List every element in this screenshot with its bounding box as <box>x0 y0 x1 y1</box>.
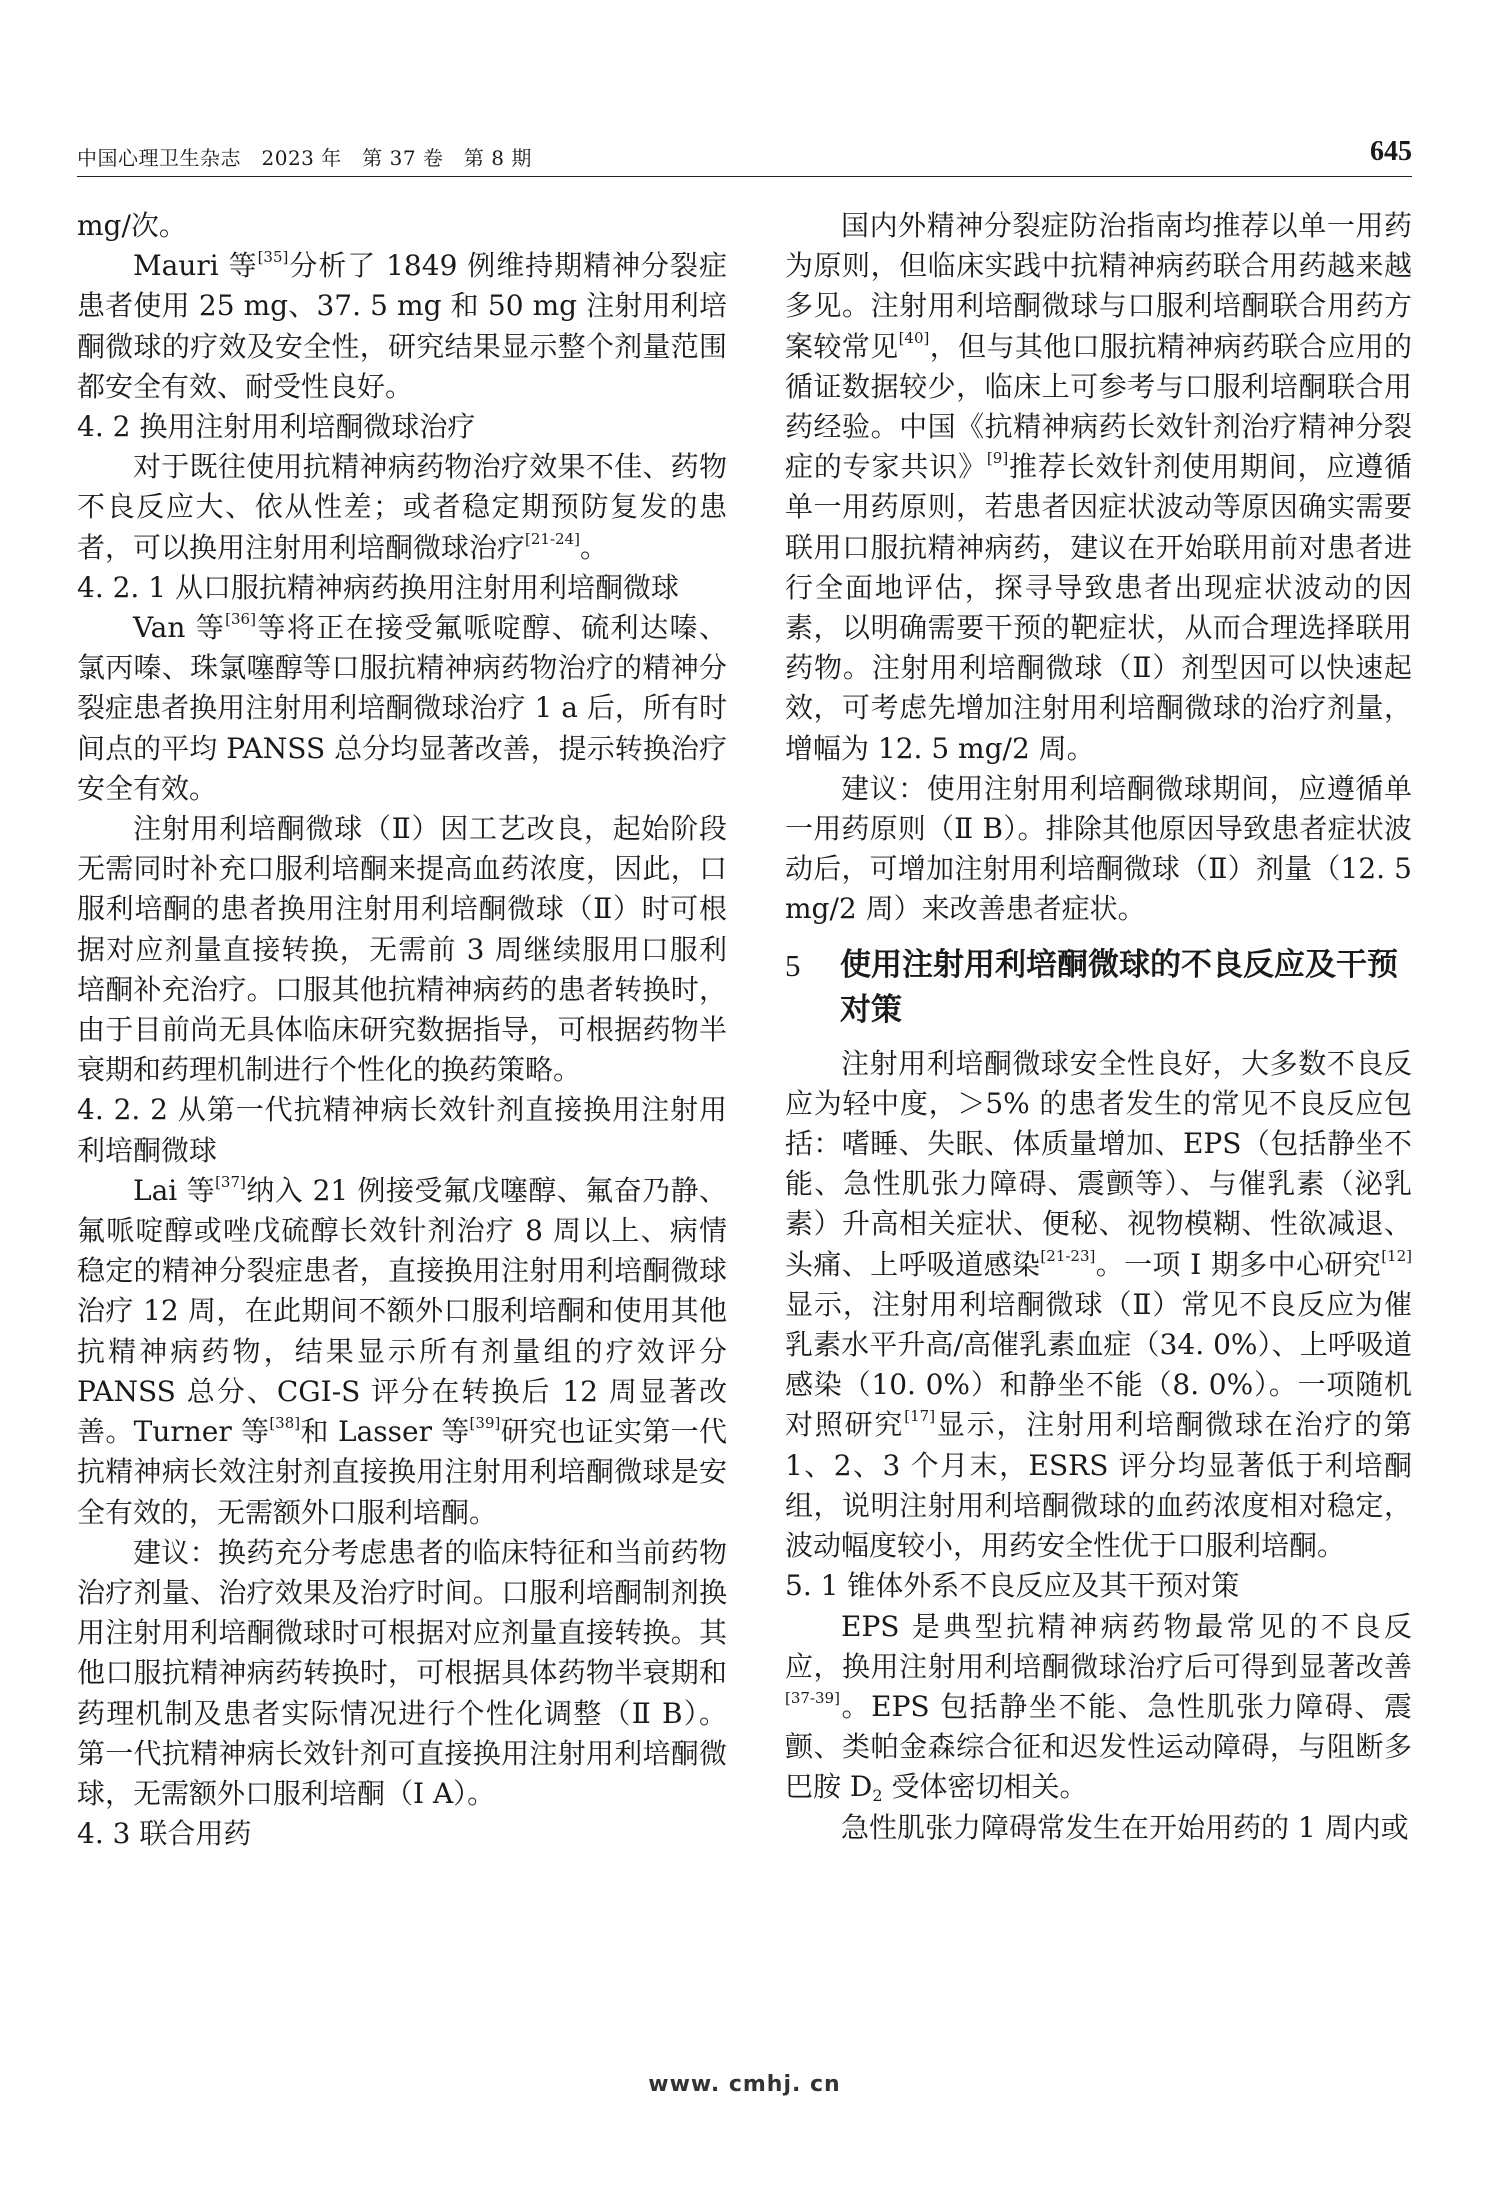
citation: [37] <box>215 1172 246 1191</box>
section-heading-5-1: 5. 1 锥体外系不良反应及其干预对策 <box>785 1569 1240 1603</box>
paragraph: EPS 是典型抗精神病药物最常见的不良反应，换用注射用利培酮微球治疗后可得到显著改善[37-39]。EPS 包括静坐不能、急性肌张力障碍、震颤、类帕金森综合征和迟发性运动障碍，与阻断多巴胺 $D_2$ 受体密切相关。 <box>785 1609 1412 1806</box>
paragraph: Mauri 等[35]分析了 1849 例维持期精神分裂症患者使用 25 mg、37. 5 mg 和 50 mg 注射用利培酮微球的疗效及安全性，研究结果显示整个剂量范围都安全有效、耐受性良好。 <box>77 248 727 403</box>
section-title: 使用注射用利培酮微球的不良反应及干预对策 <box>840 946 1398 1028</box>
paragraph: 注射用利培酮微球（Ⅱ）因工艺改良，起始阶段无需同时补充口服利培酮来提高血药浓度，因此，口服利培酮的患者换用注射用利培酮微球（Ⅱ）时可根据对应剂量直接转换，无需前 3 周继续服用口服利培酮补充治疗。口服其他抗精神病药的患者转换时，由于目前尚无具体临床研究数据指导，可根据药物半衰期和药理机制进行个性化的换药策略。 <box>77 812 727 1087</box>
citation: [36] <box>225 610 256 629</box>
section-heading-4-2: 4. 2 换用注射用利培酮微球治疗 <box>77 410 476 444</box>
paragraph: Van 等[36]等将正在接受氟哌啶醇、硫利达嗪、氯丙嗪、珠氯噻醇等口服抗精神病药物治疗的精神分裂症患者换用注射用利培酮微球治疗 1 a 后，所有时间点的平均 PANSS 总分均显著改善，提示转换治疗安全有效。 <box>77 610 727 805</box>
journal-citation: 中国心理卫生杂志 2023 年 第 37 卷 第 8 期 <box>77 146 532 170</box>
paragraph: mg/次。 <box>77 209 187 242</box>
citation: [38] <box>269 1414 301 1433</box>
citation: [37-39] <box>785 1688 840 1707</box>
subscript: 2 <box>872 1786 883 1806</box>
right-column <box>785 206 1412 1848</box>
footer-url: www. cmhj. cn <box>648 2072 841 2097</box>
paragraph: Lai 等[37]纳入 21 例接受氟戊噻醇、氟奋乃静、氟哌啶醇或唑戊硫醇长效针剂治疗 8 周以上、病情稳定的精神分裂症患者，直接换用注射用利培酮微球治疗 12 周，在此期间不额外口服利培酮和使用其他抗精神病药物，结果显示所有剂量组的疗效评分 PANSS 总分、CGI-S 评分在转换后 12 周显著改善。Turner 等[38]和 Lasser 等[39]研究也证实第一代抗精神病长效注射剂直接换用注射用利培酮微球是安全有效的，无需额外口服利培酮。 <box>77 1172 727 1529</box>
page-number: 645 <box>1370 136 1412 167</box>
citation: [12] <box>1381 1246 1412 1265</box>
paragraph: 国内外精神分裂症防治指南均推荐以单一用药为原则，但临床实践中抗精神病药联合用药越来越多见。注射用利培酮微球与口服利培酮联合用药方案较常见[40]，但与其他口服抗精神病药联合应用的循证数据较少，临床上可参考与口服利培酮联合用药经验。中国《抗精神病药长效针剂治疗精神分裂症的专家共识》[9]推荐长效针剂使用期间，应遵循单一用药原则，若患者因症状波动等原因确实需要联用口服抗精神病药，建议在开始联用前对患者进行全面地评估，探寻导致患者出现症状波动的因素，以明确需要干预的靶症状，从而合理选择联用药物。注射用利培酮微球（Ⅱ）剂型因可以快速起效，可考虑先增加注射用利培酮微球的治疗剂量，增幅为 12. 5 mg/2 周。 <box>785 209 1412 765</box>
citation: [17] <box>904 1407 936 1426</box>
paragraph: 对于既往使用抗精神病药物治疗效果不佳、药物不良反应大、依从性差；或者稳定期预防复发的患者，可以换用注射用利培酮微球治疗[21-24]。 <box>77 450 727 564</box>
section-heading-5 <box>785 943 1412 1033</box>
citation: [35] <box>257 248 289 267</box>
citation: [40] <box>898 328 930 347</box>
left-column <box>77 206 727 1854</box>
citation: [39] <box>469 1414 501 1433</box>
paragraph: 急性肌张力障碍常发生在开始用药的 1 周内或 <box>841 1810 1409 1844</box>
section-heading-4-2-2: 4. 2. 2 从第一代抗精神病长效针剂直接换用注射用利培酮微球 <box>77 1093 727 1167</box>
section-number: 5 <box>785 947 801 983</box>
section-heading-4-2-1: 4. 2. 1 从口服抗精神病药换用注射用利培酮微球 <box>77 570 679 604</box>
recommendation-paragraph: 建议：使用注射用利培酮微球期间，应遵循单一用药原则（Ⅱ B）。排除其他原因导致患者症状波动后，可增加注射用利培酮微球（Ⅱ）剂量（12. 5 mg/2 周）来改善患者症状。 <box>785 771 1412 926</box>
citation: [21-23] <box>1040 1246 1096 1265</box>
recommendation-paragraph: 建议：换药充分考虑患者的临床特征和当前药物治疗剂量、治疗效果及治疗时间。口服利培酮制剂换用注射用利培酮微球时可根据对应剂量直接转换。其他口服抗精神病药转换时，可根据具体药物半衰期和药理机制及患者实际情况进行个性化调整（Ⅱ B）。第一代抗精神病长效针剂可直接换用注射用利培酮微球，无需额外口服利培酮（Ⅰ A）。 <box>77 1535 727 1810</box>
citation: [21-24] <box>525 529 580 548</box>
section-heading-4-3: 4. 3 联合用药 <box>77 1817 252 1851</box>
citation: [9] <box>986 449 1009 468</box>
paragraph: 注射用利培酮微球安全性良好，大多数不良反应为轻中度，＞5% 的患者发生的常见不良反应包括：嗜睡、失眠、体质量增加、EPS（包括静坐不能、急性肌张力障碍、震颤等）、与催乳素（泌乳素）升高相关症状、便秘、视物模糊、性欲减退、头痛、上呼吸道感染[21-23]。一项 Ⅰ 期多中心研究[12]显示，注射用利培酮微球（Ⅱ）常见不良反应为催乳素水平升高/高催乳素血症（34. 0%）、上呼吸道感染（10. 0%）和静坐不能（8. 0%）。一项随机对照研究[17]显示，注射用利培酮微球在治疗的第 1、2、3 个月末，ESRS 评分均显著低于利培酮组，说明注射用利培酮微球的血药浓度相对稳定，波动幅度较小，用药安全性优于口服利培酮。 <box>785 1046 1412 1563</box>
running-header <box>77 136 1412 177</box>
